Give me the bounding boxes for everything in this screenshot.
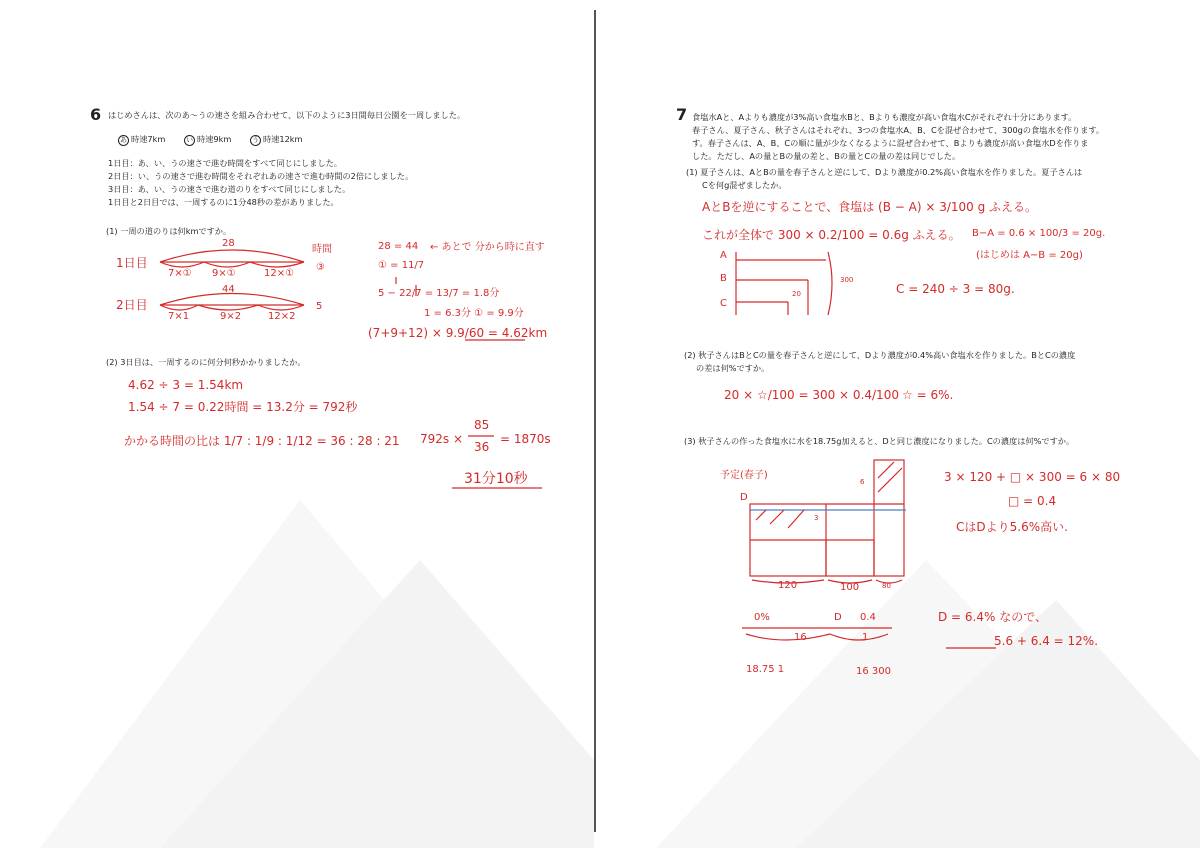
work-col-v1: ③: [316, 262, 325, 273]
q7-width-120: 120: [778, 580, 798, 591]
q7-label-c: C: [720, 298, 727, 309]
right-page: [596, 0, 1200, 848]
q7-part3: (3) 秋子さんの作った食塩水に水を18.75g加えると、Dと同じ濃度になりました。Cの濃度は何%ですか。: [684, 436, 1075, 446]
q7-total: 300: [840, 276, 854, 284]
q7-work1-line2: これが全体で 300 × 0.2/100 = 0.6g ふえる。: [702, 228, 961, 242]
q6-part1: (1) 一周の道のりは何kmですか。: [106, 226, 232, 236]
work-note: ← あとで 分から時に直す: [430, 242, 545, 253]
q7-work3-eq2: □ = 0.4: [1008, 494, 1057, 508]
condition-day3: 3日目：あ、い、うの速さで進む道のりをすべて同じにしました。: [108, 184, 351, 194]
work-col-v2: 5: [316, 301, 323, 312]
q7-intro-1: 食塩水Aと、Aよりも濃度が3%高い食塩水Bと、Bよりも濃度が高い食塩水Cがそれぞれ十分にあります。: [692, 112, 1077, 122]
q7-intro-3: す。春子さんは、A、B、Cの順に量が少なくなるように混ぜ合わせて、Bよりも濃度が高い食塩水Dを作りま: [692, 138, 1089, 148]
work-d1-seg3: 12×①: [264, 268, 295, 279]
work2-frac-num: 85: [474, 418, 490, 432]
work2-line3: かかる時間の比は 1/7 : 1/9 : 1/12 = 36 : 28 : 21: [124, 434, 400, 448]
q7-ratio-b: 1: [862, 632, 869, 643]
q7-work3-diagram: [596, 0, 1200, 848]
work2-frac-line: [0, 0, 594, 848]
q6-intro: はじめさんは、次のあ〜うの速さを組み合わせて、以下のように3日間毎日公園を一周しました。: [108, 110, 466, 120]
work-eq-b: ① = 11/7: [378, 260, 425, 271]
question-number-6: 6: [90, 105, 102, 124]
q7-work2-eq: 20 × ☆/100 = 300 × 0.4/100: [724, 388, 899, 402]
work-eq-c: 5 − 22/7 = 13/7 = 1.8分: [378, 288, 500, 299]
condition-day1: 1日目：あ、い、うの速さで進む時間をすべて同じにしました。: [108, 158, 342, 168]
work-day2-total: 44: [222, 284, 235, 295]
work-d1-seg1: 7×①: [168, 268, 192, 279]
speed-a-label: 時速7km: [131, 134, 166, 144]
q7-part1-line2: Cを何g混ぜましたか。: [702, 180, 787, 190]
work-eq-a: 28 = 44: [378, 241, 419, 252]
work1-answer: (7+9+12) × 9.9/60 = 4.62km: [368, 326, 548, 340]
q7-work3-eq3: CはDより5.6%高い.: [956, 520, 1068, 534]
work-day2-label: 2日目: [116, 298, 148, 312]
q7-scale-d: D: [834, 612, 842, 623]
q7-work3-answer: 5.6 + 6.4 = 12%.: [994, 634, 1099, 648]
q7-plan-label: 予定(春子): [720, 470, 768, 481]
work-day1-label: 1日目: [116, 256, 148, 270]
condition-day2: 2日目：い、うの速さで進む時間をそれぞれあの速さで進む時間の2倍にしました。: [108, 171, 414, 181]
q6-part2: (2) 3日目は、一周するのに何分何秒かかりましたか。: [106, 357, 306, 367]
q7-work1-line4: (はじめは A−B = 20g): [976, 250, 1083, 261]
q7-work1-line1: AとBを逆にすることで、食塩は (B − A) × 3/100 g ふえる。: [702, 200, 1038, 214]
q7-d-value: D = 6.4% なので、: [938, 610, 1047, 624]
work2-frac-den: 36: [474, 440, 490, 454]
work2-line1: 4.62 ÷ 3 = 1.54km: [128, 378, 244, 392]
q7-label-b: B: [720, 273, 727, 284]
q7-work2-answer: ☆ = 6%.: [902, 388, 954, 402]
q7-scale-left: 0%: [754, 612, 770, 623]
question-number-7: 7: [676, 105, 688, 124]
q7-width-80: 80: [882, 582, 891, 590]
work-d2-seg1: 7×1: [168, 311, 190, 322]
work-d1-seg2: 9×①: [212, 268, 236, 279]
speed-u-label: 時速12km: [263, 134, 303, 144]
condition-diff: 1日目と2日目では、一周するのに1分48秒の差がありました。: [108, 197, 339, 207]
work2-answer: 31分10秒: [464, 471, 528, 487]
q7-part1-line1: (1) 夏子さんは、AとBの量を春子さんと逆にして、Dより濃度が0.2%高い食塩水を作りました。夏子さんは: [686, 167, 1083, 177]
speed-u-mark: う: [252, 136, 259, 144]
q7-seg20: 20: [792, 290, 801, 298]
work-d2-seg2: 9×2: [220, 311, 242, 322]
q7-part2-line2: の差は何%ですか。: [696, 363, 770, 373]
q7-d-label: D: [740, 492, 748, 503]
q7-ratio-a: 16: [794, 632, 807, 643]
q7-three: 3: [814, 514, 819, 522]
q7-work1-answer: C = 240 ÷ 3 = 80g.: [896, 282, 1015, 296]
q7-label-a: A: [720, 250, 727, 261]
q7-work1-line3: B−A = 0.6 × 100/3 = 20g.: [972, 228, 1106, 239]
work-d2-seg3: 12×2: [268, 311, 296, 322]
q7-intro-4: した。ただし、Aの量とBの量の差と、Bの量とCの量の差は同じでした。: [692, 151, 961, 161]
work-col-head: 時間: [312, 244, 332, 255]
q7-width-100: 100: [840, 582, 860, 593]
work2-line2: 1.54 ÷ 7 = 0.22時間 = 13.2分 = 792秒: [128, 400, 358, 414]
q7-work3-eq1: 3 × 120 + □ × 300 = 6 × 80: [944, 470, 1121, 484]
speed-i-label: 時速9km: [197, 134, 232, 144]
speed-a-mark: あ: [120, 136, 127, 144]
work-day1-total: 28: [222, 238, 235, 249]
q7-scale-right: 0.4: [860, 612, 876, 623]
q7-bottom-left: 18.75 1: [746, 664, 785, 675]
q7-intro-2: 春子さん、夏子さん、秋子さんはそれぞれ、3つの食塩水A、B、Cを混ぜ合わせて、300gの食塩水を作ります。: [692, 125, 1105, 135]
q7-bottom-right: 16 300: [856, 666, 891, 677]
q7-six: 6: [860, 478, 865, 486]
q7-part2-line1: (2) 秋子さんはBとCの量を春子さんと逆にして、Dより濃度が0.4%高い食塩水を作りました。BとCの濃度: [684, 350, 1076, 360]
work2-line4c: = 1870s: [500, 432, 551, 446]
left-page: [0, 0, 594, 848]
speed-i-mark: い: [186, 136, 193, 144]
work2-line4a: 792s ×: [420, 432, 464, 446]
work-eq-d: 1 = 6.3分 ① = 9.9分: [424, 308, 524, 319]
